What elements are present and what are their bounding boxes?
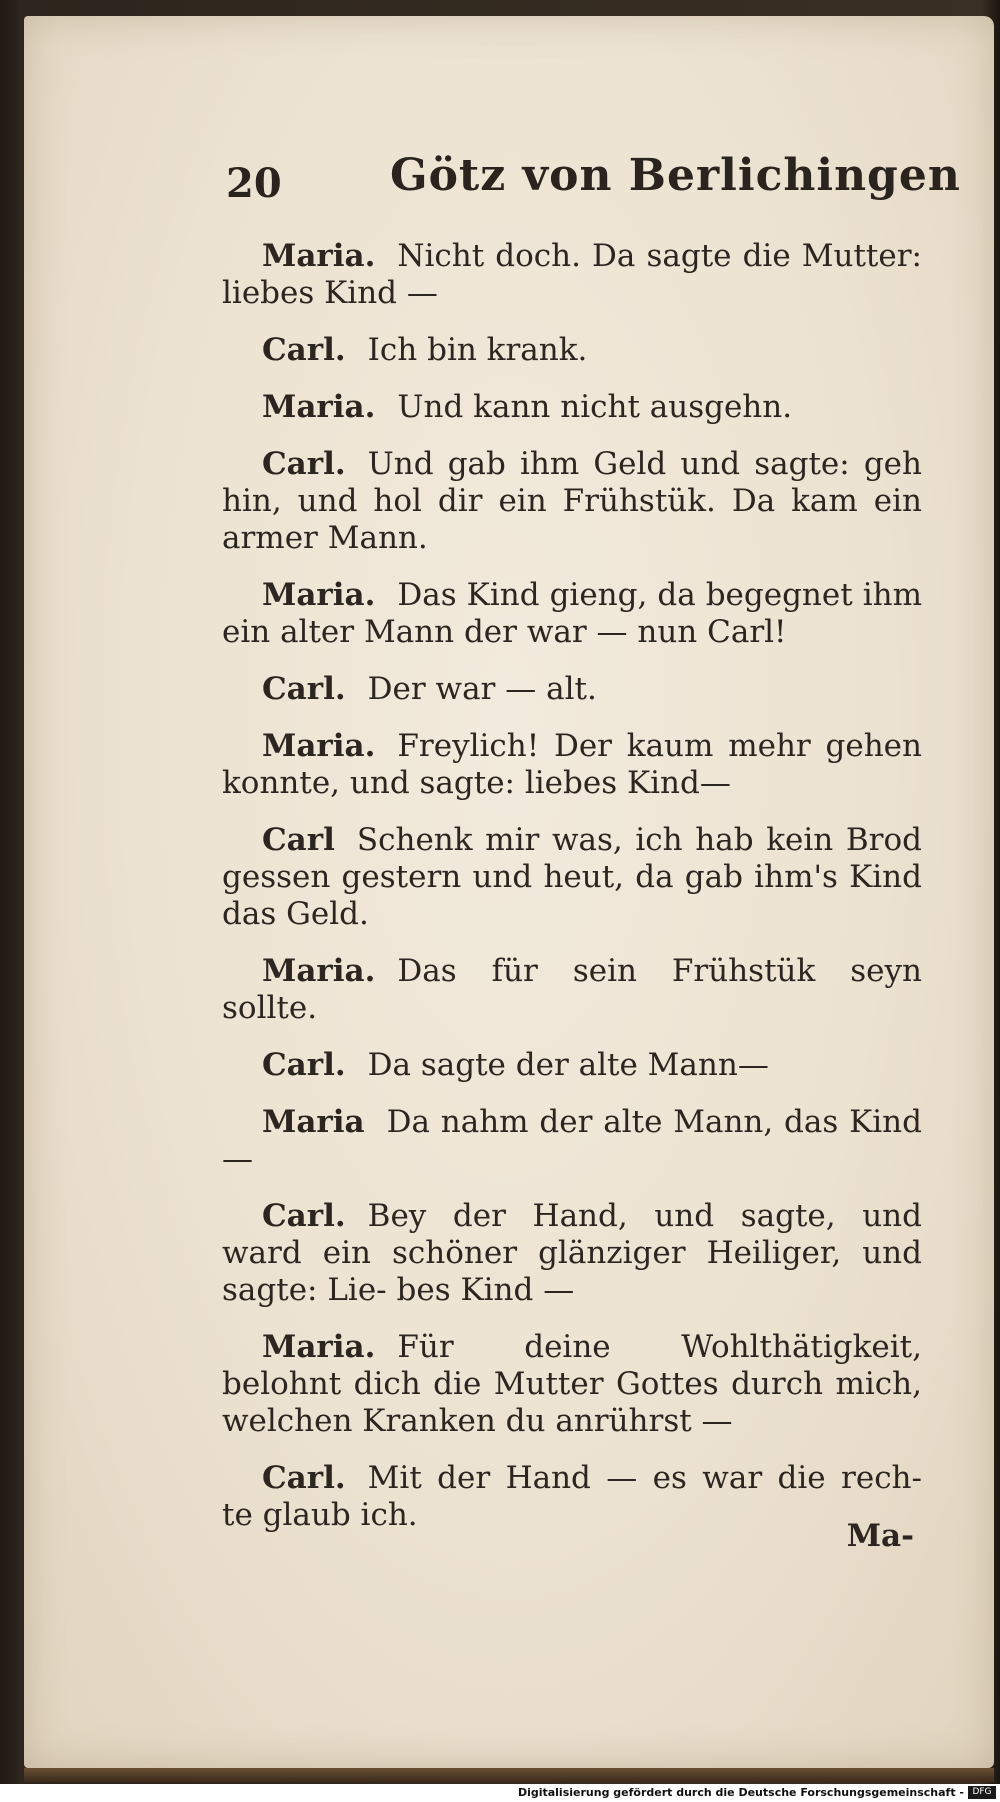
speaker-name: Maria. (262, 728, 376, 764)
speech-text: Nicht doch. Da sagte die Mutter: liebes Kind — (222, 238, 922, 311)
speech-line (222, 671, 922, 708)
speech-text: Ich bin krank. (367, 332, 588, 368)
speaker-name: Maria. (262, 577, 376, 613)
speech-text: Für deine Wohlthätigkeit, belohnt dich die Mutter Gottes durch mich, welchen Kranken du anrührst — (222, 1329, 922, 1439)
speaker-name: Maria (262, 1104, 365, 1140)
speech-line (222, 1047, 922, 1084)
speech-text: Schenk mir was, ich hab kein Brod gessen gestern und heut, da gab ihm's Kind das Geld. (222, 822, 922, 932)
speech-line (222, 238, 922, 312)
speech-line (222, 1198, 922, 1309)
speech-text: Das für sein Frühstük seyn sollte. (222, 953, 922, 1026)
speech-line (222, 822, 922, 933)
speaker-name: Carl (262, 822, 335, 858)
speaker-name: Carl. (262, 1047, 346, 1083)
speech-text: Da nahm der alte Mann, das Kind — (222, 1104, 922, 1177)
speech-text: Freylich! Der kaum mehr gehen konnte, und sagte: liebes Kind— (222, 728, 922, 801)
speech-line (222, 332, 922, 369)
speaker-name: Maria. (262, 1329, 376, 1365)
speech-line (222, 1329, 922, 1440)
speech-text: Und gab ihm Geld und sagte: geh hin, und hol dir ein Frühstük. Da kam ein armer Mann. (222, 446, 922, 556)
speaker-name: Maria. (262, 389, 376, 425)
speech-line (222, 446, 922, 557)
speaker-name: Maria. (262, 238, 376, 274)
speech-text: Das Kind gieng, da begegnet ihm ein alter Mann der war — nun Carl! (222, 577, 922, 650)
running-head (0, 150, 1000, 230)
page-number: 20 (226, 160, 282, 207)
book-title: Götz von Berlichingen (390, 150, 961, 201)
speaker-name: Maria. (262, 953, 376, 989)
speech-text: Der war — alt. (367, 671, 597, 707)
dfg-logo: DFG (968, 1786, 996, 1799)
speech-text: Bey der Hand, und sagte, und ward ein schöner glänziger Heiliger, und sagte: Lie- bes Kind — (222, 1198, 922, 1308)
speaker-name: Carl. (262, 1460, 346, 1496)
dialogue-text (222, 238, 922, 1554)
speech-line (222, 389, 922, 426)
speaker-name: Carl. (262, 671, 346, 707)
speech-line (222, 577, 922, 651)
speaker-name: Carl. (262, 1198, 346, 1234)
speech-line (222, 1460, 922, 1534)
page-bottom-edge (24, 1768, 994, 1782)
speech-text: Mit der Hand — es war die rech- te glaub ich. (222, 1460, 922, 1533)
speech-text: Und kann nicht ausgehn. (397, 389, 793, 425)
speech-line (222, 1104, 922, 1178)
speech-text: Da sagte der alte Mann— (367, 1047, 769, 1083)
speaker-name: Carl. (262, 332, 346, 368)
funding-notice: Digitalisierung gefördert durch die Deutsche Forschungsgemeinschaft - (517, 1786, 964, 1799)
speech-line (222, 953, 922, 1027)
catchword: Ma- (846, 1518, 914, 1554)
speaker-name: Carl. (262, 446, 346, 482)
digitization-footer (0, 1784, 1000, 1802)
speech-line (222, 728, 922, 802)
